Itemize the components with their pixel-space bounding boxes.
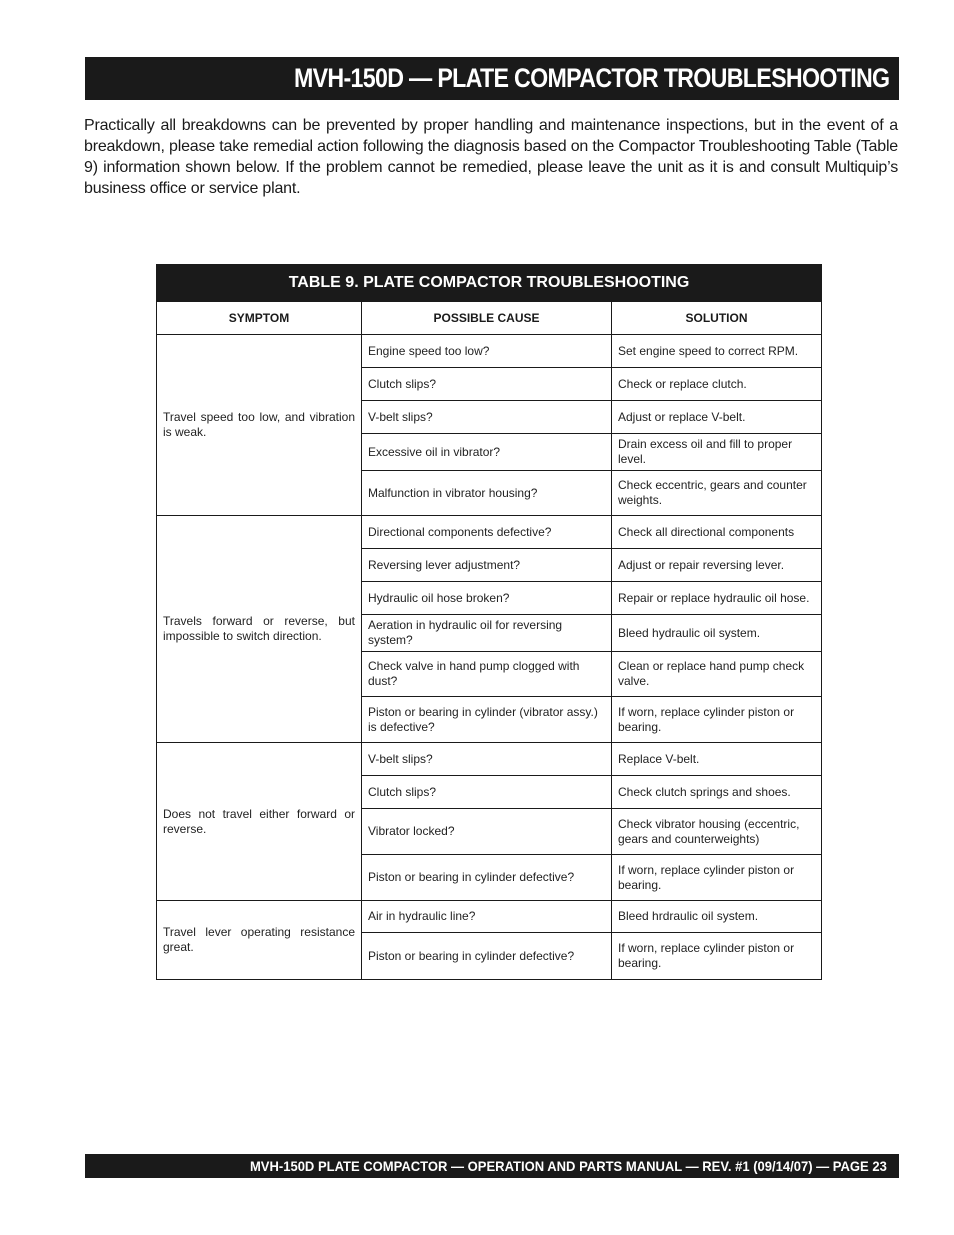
cause-cell: Piston or bearing in cylinder defective? xyxy=(362,855,612,901)
table-row xyxy=(157,335,822,368)
table-row xyxy=(157,743,822,776)
table-row xyxy=(157,901,822,933)
solution-cell: If worn, replace cylinder piston or bearing. xyxy=(612,697,822,743)
solution-cell: Check clutch springs and shoes. xyxy=(612,776,822,809)
cause-cell: Piston or bearing in cylinder (vibrator assy.) is defective? xyxy=(362,697,612,743)
footer-text: MVH-150D PLATE COMPACTOR — OPERATION AND PARTS MANUAL — REV. #1 (09/14/07) — PAGE 23 xyxy=(250,1158,887,1174)
solution-cell: Repair or replace hydraulic oil hose. xyxy=(612,582,822,615)
intro-paragraph: Practically all breakdowns can be prevented by proper handling and maintenance inspections, but in the event of a breakdown, please take remedial action following the diagnosis based on the Compactor Troubleshooting Table (Table 9) information shown below. If the problem cannot be remedied, please leave the unit as it is and consult Multiquip’s business office or service plant. xyxy=(84,117,898,197)
solution-cell: If worn, replace cylinder piston or bearing. xyxy=(612,855,822,901)
symptom-cell: Travel lever operating resistance great. xyxy=(157,901,362,980)
solution-cell: Bleed hrdraulic oil system. xyxy=(612,901,822,933)
table-body xyxy=(157,335,822,980)
table-caption: TABLE 9. PLATE COMPACTOR TROUBLESHOOTING xyxy=(157,265,822,302)
cause-cell: V-belt slips? xyxy=(362,401,612,434)
page-title: MVH-150D — PLATE COMPACTOR TROUBLESHOOTING xyxy=(293,63,889,93)
solution-cell: Adjust or repair reversing lever. xyxy=(612,549,822,582)
cause-cell: Malfunction in vibrator housing? xyxy=(362,471,612,516)
solution-cell: Replace V-belt. xyxy=(612,743,822,776)
cause-cell: Check valve in hand pump clogged with dust? xyxy=(362,652,612,697)
solution-cell: Adjust or replace V-belt. xyxy=(612,401,822,434)
symptom-cell: Travels forward or reverse, but impossible to switch direction. xyxy=(157,516,362,743)
cause-cell: Directional components defective? xyxy=(362,516,612,549)
solution-cell: Check eccentric, gears and counter weights. xyxy=(612,471,822,516)
column-header-cause: POSSIBLE CAUSE xyxy=(362,302,612,335)
cause-cell: Vibrator locked? xyxy=(362,809,612,855)
cause-cell: Clutch slips? xyxy=(362,368,612,401)
cause-cell: V-belt slips? xyxy=(362,743,612,776)
cause-cell: Piston or bearing in cylinder defective? xyxy=(362,933,612,980)
solution-cell: Set engine speed to correct RPM. xyxy=(612,335,822,368)
cause-cell: Engine speed too low? xyxy=(362,335,612,368)
cause-cell: Hydraulic oil hose broken? xyxy=(362,582,612,615)
cause-cell: Reversing lever adjustment? xyxy=(362,549,612,582)
table-row xyxy=(157,516,822,549)
solution-cell: If worn, replace cylinder piston or bearing. xyxy=(612,933,822,980)
cause-cell: Aeration in hydraulic oil for reversing system? xyxy=(362,615,612,652)
page-title-bar xyxy=(85,57,899,100)
solution-cell: Bleed hydraulic oil system. xyxy=(612,615,822,652)
solution-cell: Check all directional components xyxy=(612,516,822,549)
symptom-cell: Travel speed too low, and vibration is weak. xyxy=(157,335,362,516)
solution-cell: Clean or replace hand pump check valve. xyxy=(612,652,822,697)
cause-cell: Air in hydraulic line? xyxy=(362,901,612,933)
solution-cell: Drain excess oil and fill to proper level. xyxy=(612,434,822,471)
solution-cell: Check or replace clutch. xyxy=(612,368,822,401)
cause-cell: Clutch slips? xyxy=(362,776,612,809)
column-header-symptom: SYMPTOM xyxy=(157,302,362,335)
page-footer xyxy=(85,1154,899,1178)
solution-cell: Check vibrator housing (eccentric, gears and counterweights) xyxy=(612,809,822,855)
cause-cell: Excessive oil in vibrator? xyxy=(362,434,612,471)
symptom-cell: Does not travel either forward or reverse. xyxy=(157,743,362,901)
column-header-solution: SOLUTION xyxy=(612,302,822,335)
troubleshooting-table xyxy=(156,264,822,980)
